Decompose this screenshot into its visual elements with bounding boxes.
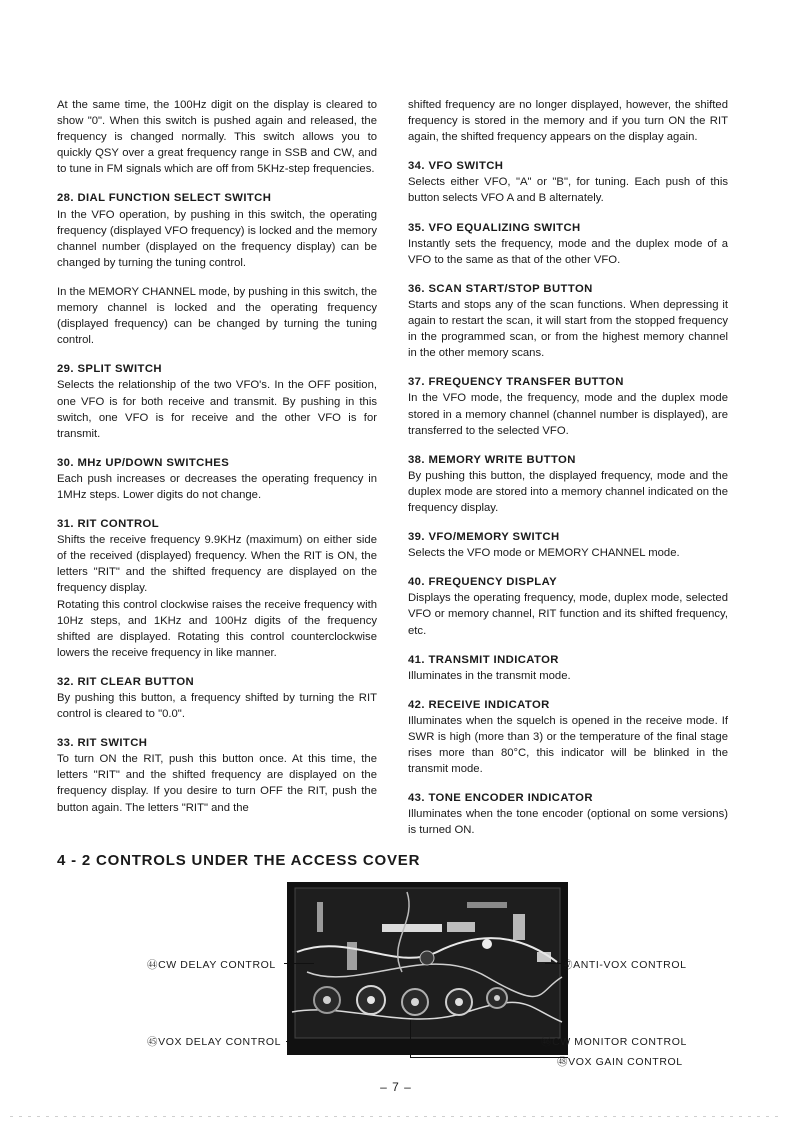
- section-body: By pushing this button, the displayed frequency, mode and the duplex mode are stored into a memory channel indicated on the frequency display.: [408, 469, 728, 514]
- section-title: 41. TRANSMIT INDICATOR: [408, 653, 559, 666]
- section-body: In the MEMORY CHANNEL mode, by pushing in this switch, the memory channel is locked and the operating frequency (displayed frequency) can be changed by turning the tuning control.: [57, 285, 378, 347]
- section-title: 38. MEMORY WRITE BUTTON: [408, 453, 576, 466]
- section-body: To turn ON the RIT, push this button once. At this time, the letters "RIT" and the shifted frequency are displayed on the frequency display. If you desire to turn OFF the RIT, push the button again. The letters "RIT" and the: [57, 753, 377, 814]
- section-body: Each push increases or decreases the operating frequency in 1MHz steps. Lower digits do not change.: [57, 472, 377, 501]
- section-title: 34. VFO SWITCH: [408, 160, 504, 173]
- section-body: In the VFO operation, by pushing in this switch, the operating frequency (displayed VFO frequency) is locked and the memory channel number (displayed on the frequency display) can be changed by turning the tuning control.: [57, 208, 377, 269]
- section-38: [408, 452, 728, 516]
- section-title: 40. FREQUENCY DISPLAY: [408, 576, 558, 589]
- section-body: Starts and stops any of the scan functions. When depressing it again to restart the scan, it will start from the stopped frequency in the programmed scan, or from the highest memory channel in the other memory scans.: [408, 298, 728, 360]
- section-43: [408, 790, 728, 838]
- section-31: [57, 516, 377, 661]
- section-body: Selects the VFO mode or MEMORY CHANNEL mode.: [408, 547, 680, 560]
- section-title: 43. TONE ENCODER INDICATOR: [408, 792, 593, 805]
- section-body: Illuminates when the tone encoder (optional on some versions) is turned ON.: [408, 808, 728, 837]
- anti-vox-leader-line: [545, 963, 563, 964]
- section-body: By pushing this button, a frequency shifted by turning the RIT control is cleared to "0.0".: [57, 692, 377, 721]
- section-title: 39. VFO/MEMORY SWITCH: [408, 531, 560, 544]
- section-35: [408, 220, 728, 268]
- section-title: 33. RIT SWITCH: [57, 737, 148, 750]
- section-34: [408, 158, 728, 206]
- page-number: – 7 –: [380, 1080, 412, 1094]
- section-body: Rotating this control clockwise raises the receive frequency with 10Hz steps, and 1KHz and 100Hz digits of the frequency shifted are displayed. Rotating this control counterclockwise lowers the receive frequency in like manner.: [57, 598, 377, 659]
- vox-gain-leader-line-vertical: [410, 1020, 411, 1058]
- cw-monitor-control-label: ㊻CW MONITOR CONTROL: [541, 1036, 687, 1048]
- section-title: 42. RECEIVE INDICATOR: [408, 698, 550, 711]
- section-28: [57, 190, 377, 270]
- section-body: Selects either VFO, "A" or "B", for tuning. Each push of this button selects VFO A and B alternately.: [408, 176, 728, 205]
- section-body: Illuminates in the transmit mode.: [408, 669, 571, 682]
- anti-vox-control-label: ㊼ANTI-VOX CONTROL: [562, 959, 687, 971]
- section-body: Selects the relationship of the two VFO's. In the OFF position, one VFO is for both receive and transmit. By pushing in this switch, one VFO is for receive and the other VFO is for transmit.: [57, 379, 377, 440]
- section-body: Instantly sets the frequency, mode and the duplex mode of a VFO to the same as that of the other VFO.: [408, 237, 728, 266]
- section-body: Displays the operating frequency, mode, duplex mode, selected VFO or memory channel, RIT function and its shifted frequency, etc.: [408, 592, 728, 637]
- section-40: [408, 574, 728, 638]
- section-33: [57, 735, 377, 815]
- vox-gain-leader-line: [410, 1057, 568, 1058]
- section-42: [408, 697, 728, 777]
- cw-delay-control-label: ㊹CW DELAY CONTROL: [147, 959, 276, 971]
- right-intro-paragraph: shifted frequency are no longer displayed, however, the shifted frequency is stored in the memory and if you turn ON the RIT again, the shifted frequency appears on the display again.: [408, 99, 728, 144]
- right-column: [408, 97, 728, 852]
- cw-delay-leader-line: [284, 963, 314, 964]
- section-title: 36. SCAN START/STOP BUTTON: [408, 282, 593, 295]
- section-28-continued: [57, 284, 377, 348]
- access-cover-photo: [287, 882, 568, 1055]
- section-title: 28. DIAL FUNCTION SELECT SWITCH: [57, 192, 272, 205]
- section-title: 32. RIT CLEAR BUTTON: [57, 675, 195, 688]
- scan-artifact-line: [10, 1116, 780, 1117]
- section-body: Shifts the receive frequency 9.9KHz (maximum) on either side of the received (displayed) frequency. When the RIT is ON, the letters "RIT" and the shifted frequency are displayed on the frequency display.: [57, 534, 377, 595]
- section-36: [408, 281, 728, 361]
- circuit-board-illustration: [287, 882, 568, 1055]
- vox-gain-control-label: ㊽VOX GAIN CONTROL: [557, 1056, 683, 1068]
- section-title: 37. FREQUENCY TRANSFER BUTTON: [408, 376, 624, 389]
- left-column: [57, 97, 377, 829]
- vox-delay-leader-line: [286, 1041, 316, 1042]
- section-title: 29. SPLIT SWITCH: [57, 363, 162, 376]
- section-body: In the VFO mode, the frequency, mode and the duplex mode stored in a memory channel (channel number is displayed), are transferred to the selected VFO.: [408, 392, 728, 437]
- section-title: 35. VFO EQUALIZING SWITCH: [408, 221, 581, 234]
- section-32: [57, 674, 377, 722]
- section-37: [408, 374, 728, 438]
- left-intro-paragraph: At the same time, the 100Hz digit on the display is cleared to show "0". When this switch is pushed again and released, the frequency is changed normally. This switch allows you to quickly QSY over a great frequency range in SSB and CW, and to tune in FM signals which are off from 5KHz-step frequencies.: [57, 99, 377, 176]
- section-29: [57, 361, 377, 441]
- section-body: Illuminates when the squelch is opened in the receive mode. If SWR is high (more than 3) or the temperature of the final stage rises more than 80°C, this indicator will be blinked in the transmit mode.: [408, 714, 728, 776]
- section-title: 30. MHz UP/DOWN SWITCHES: [57, 456, 230, 469]
- section-heading-4-2: 4 - 2 CONTROLS UNDER THE ACCESS COVER: [57, 852, 421, 869]
- section-41: [408, 652, 728, 684]
- section-30: [57, 455, 377, 503]
- vox-delay-control-label: ㊺VOX DELAY CONTROL: [147, 1036, 282, 1048]
- section-39: [408, 529, 728, 561]
- section-title: 31. RIT CONTROL: [57, 518, 160, 531]
